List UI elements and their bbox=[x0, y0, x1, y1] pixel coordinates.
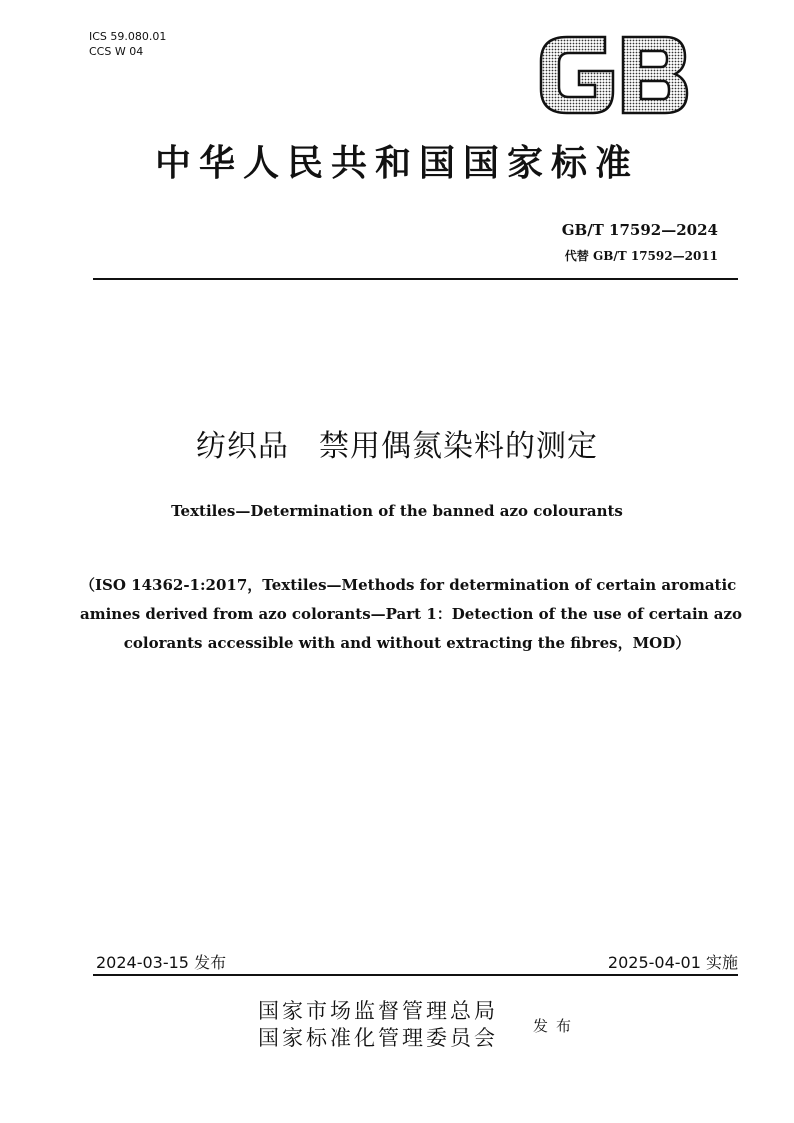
publication-date: 2024-03-15 发布 bbox=[96, 953, 227, 972]
implementation-date: 2025-04-01 实施 bbox=[607, 953, 738, 972]
iso-reference-line: （ISO 14362-1:2017，Textiles—Methods for determination of certain aromatic bbox=[80, 576, 737, 594]
classification-codes bbox=[89, 29, 166, 59]
issuer-samr: 国家市场监督管理总局 bbox=[258, 999, 498, 1023]
iso-reference bbox=[80, 571, 743, 658]
issued-label: 发布 bbox=[533, 1017, 580, 1035]
gb-logo bbox=[533, 27, 695, 121]
footer-divider bbox=[93, 974, 738, 976]
standard-number: GB/T 17592—2024 bbox=[561, 221, 718, 239]
chinese-title bbox=[0, 425, 794, 469]
iso-reference-line: amines derived from azo colorants—Part 1：Detection of the use of certain azo bbox=[80, 605, 743, 623]
issuing-authorities bbox=[258, 998, 498, 1052]
chinese-title-part2: 禁用偶氮染料的测定 bbox=[319, 429, 598, 464]
national-standard-title: 中华人民共和国国家标准 bbox=[154, 143, 639, 184]
ccs-code: CCS W 04 bbox=[89, 45, 144, 58]
chinese-title-part1: 纺织品 bbox=[196, 429, 289, 464]
iso-reference-line: colorants accessible with and without extracting the fibres，MOD） bbox=[123, 634, 691, 652]
ics-code: ICS 59.080.01 bbox=[89, 30, 167, 43]
header-divider bbox=[93, 278, 738, 280]
replaces-standard: 代替 GB/T 17592—2011 bbox=[564, 249, 718, 263]
issuer-sac: 国家标准化管理委员会 bbox=[258, 1026, 498, 1050]
english-title: Textiles—Determination of the banned azo colourants bbox=[171, 502, 623, 520]
